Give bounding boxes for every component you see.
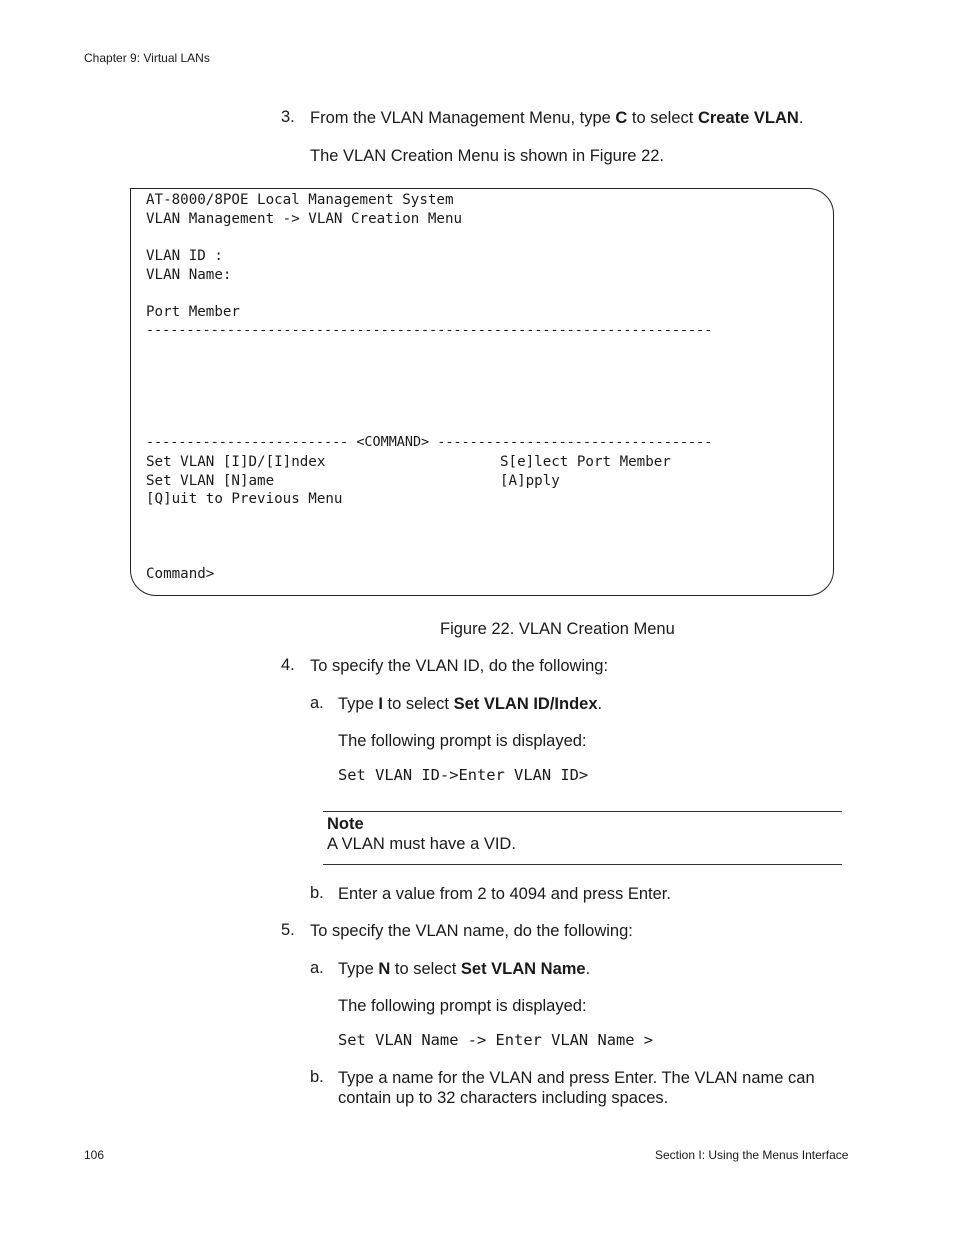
step-text: . [585,960,591,978]
figure-caption: Figure 22. VLAN Creation Menu [440,620,675,638]
substep-letter: a. [310,959,324,977]
step-4b-text: Enter a value from 2 to 4094 and press Enter. [338,885,671,903]
cmd-select-port-member: S[e]lect Port Member [500,454,671,470]
step-3-text [310,108,803,128]
step-5-text: To specify the VLAN name, do the following: [310,922,633,940]
step-text: . [798,109,804,127]
port-member-label: Port Member [146,304,240,320]
step-5b-line1: Type a name for the VLAN and press Enter. The VLAN name can [338,1069,815,1087]
menu-target: Set VLAN Name [460,960,586,978]
step-3-follow: The VLAN Creation Menu is shown in Figure 22. [310,147,665,165]
command-divider: ------------------------- <COMMAND> ---------------------------------- [146,435,713,450]
substep-letter: a. [310,694,324,712]
prompt-intro: The following prompt is displayed: [338,997,587,1015]
vlan-id-field: VLAN ID : [146,248,223,264]
screen-subtitle: VLAN Management -> VLAN Creation Menu [146,211,463,227]
vlan-id-prompt: Set VLAN ID->Enter VLAN ID> [338,766,589,784]
note-label: Note [327,815,364,833]
key-letter: I [378,695,383,713]
terminal-screen [130,188,834,596]
cmd-set-vlan-id: Set VLAN [I]D/[I]ndex [146,454,326,470]
note-bottom-rule [323,864,842,865]
step-4-text: To specify the VLAN ID, do the following: [310,657,609,675]
section-footer: Section I: Using the Menus Interface [655,1148,849,1162]
command-prompt: Command> [146,566,215,582]
step-text: From the VLAN Management Menu, type [310,109,616,127]
step-number: 3. [281,108,295,126]
step-text: Type [338,695,379,713]
page-number: 106 [84,1148,105,1162]
step-text: to select [627,109,698,127]
note-text: A VLAN must have a VID. [327,835,516,853]
step-number: 5. [281,921,295,939]
key-letter: N [378,960,391,978]
vlan-name-prompt: Set VLAN Name -> Enter VLAN Name > [338,1031,654,1049]
step-text: Type [338,960,379,978]
step-text: to select [390,960,461,978]
menu-target: Set VLAN ID/Index [453,695,598,713]
chapter-header: Chapter 9: Virtual LANs [84,51,210,65]
key-letter: C [615,109,628,127]
screen-divider: ---------------------------------------------------------------------- [146,323,713,338]
vlan-name-field: VLAN Name: [146,267,232,283]
step-4a-text [338,694,602,714]
step-5a-text [338,959,590,979]
cmd-set-vlan-name: Set VLAN [N]ame [146,473,275,489]
cmd-apply: [A]pply [500,473,560,489]
note-top-rule [323,811,842,812]
screen-title: AT-8000/8POE Local Management System [146,192,454,208]
step-5b-line2: contain up to 32 characters including spaces. [338,1089,669,1107]
substep-letter: b. [310,1068,324,1086]
step-text: to select [382,695,454,713]
step-number: 4. [281,656,295,674]
cmd-quit: [Q]uit to Previous Menu [146,491,343,507]
substep-letter: b. [310,884,324,902]
menu-target: Create VLAN [697,109,799,127]
step-text: . [597,695,603,713]
prompt-intro: The following prompt is displayed: [338,732,587,750]
